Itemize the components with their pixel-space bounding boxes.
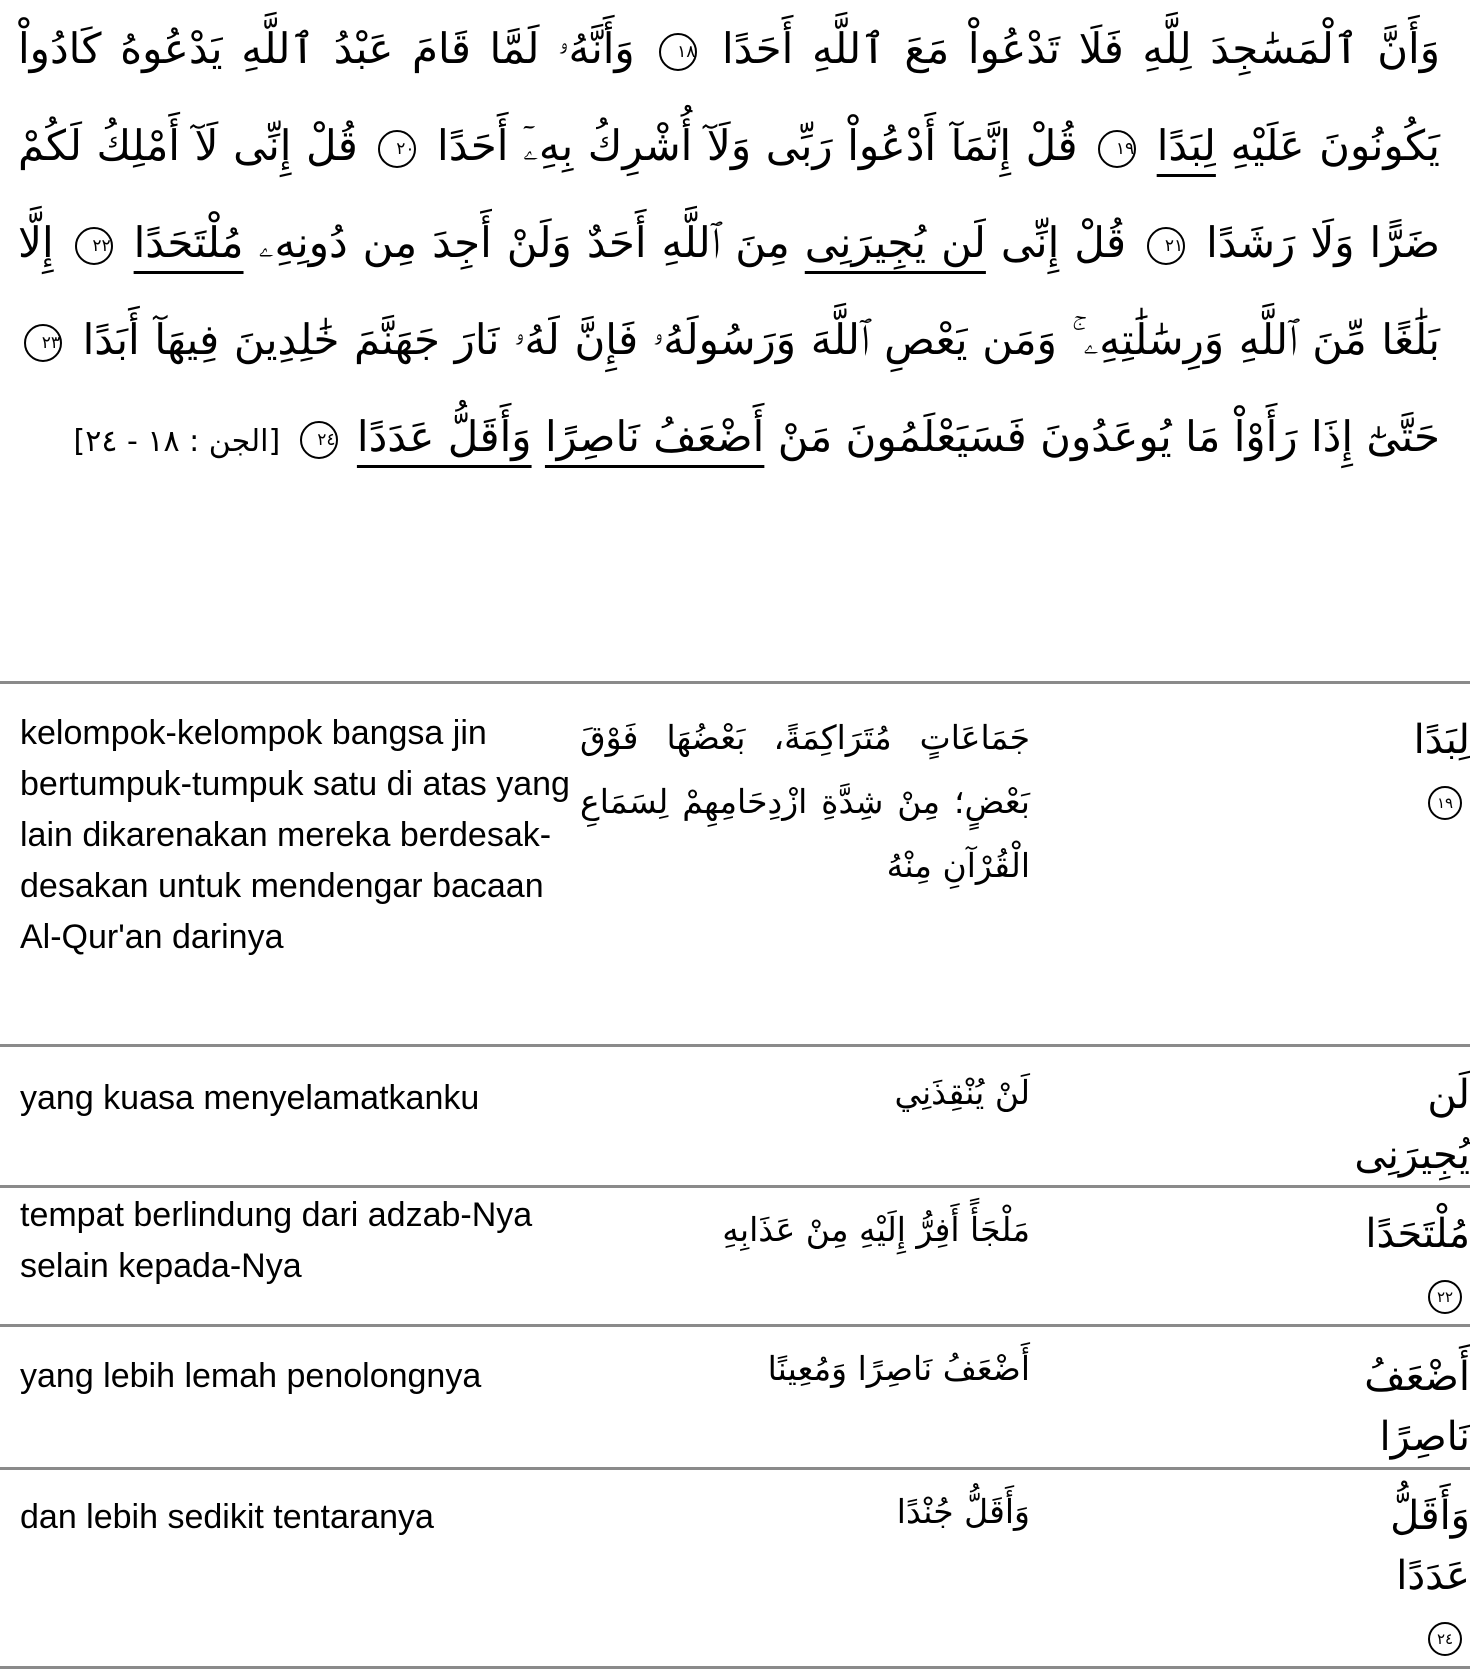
glossary-row bbox=[0, 1187, 1470, 1326]
glossary-word: أَضْعَفُ نَاصِرًا bbox=[1364, 1354, 1470, 1460]
ayah-marker-20: ٢٠ bbox=[378, 130, 416, 168]
ayah-marker-23: ٢٣ bbox=[24, 324, 62, 362]
underlined-word: أَضْعَفُ نَاصِرًا bbox=[544, 412, 765, 461]
underlined-word: لِبَدًا bbox=[1156, 121, 1216, 170]
glossary-word: وَأَقَلُّ عَدَدًا bbox=[1390, 1493, 1470, 1599]
arabic-explanation-cell: جَمَاعَاتٍ مُتَرَاكِمَةً، بَعْضُهَا فَوْقَ بَعْضٍ؛ مِنْ شِدَّةِ ازْدِحَامِهِمْ لِسَمَاعِ الْقُرْآنِ مِنْهُ bbox=[580, 683, 1470, 1046]
verse-text: وَأَنَّهُۥ لَمَّا قَامَ عَبْدُ ٱللَّهِ يَدْعُوهُ كَادُواْ يَكُونُونَ عَلَيْهِ bbox=[18, 24, 1440, 170]
underlined-word: وَأَقَلُّ عَدَدًا bbox=[356, 412, 532, 461]
ayah-marker-21: ٢١ bbox=[1147, 227, 1185, 265]
glossary-table bbox=[0, 681, 1470, 1669]
translation-cell: yang kuasa menyelamatkanku bbox=[0, 1046, 580, 1187]
arabic-explanation-cell: لَنْ يُنْقِذَنِي bbox=[580, 1046, 1470, 1187]
ayah-marker-24: ٢٤ bbox=[300, 421, 338, 459]
glossary-word: لِبَدًا bbox=[1413, 717, 1470, 763]
ayah-marker: ١٩ bbox=[1428, 786, 1462, 820]
translation-cell: tempat berlindung dari adzab-Nya selain kepada-Nya bbox=[0, 1187, 580, 1326]
verse-text: وَأَنَّ ٱلْمَسَٰجِدَ لِلَّهِ فَلَا تَدْعُواْ مَعَ ٱللَّهِ أَحَدًا bbox=[721, 24, 1440, 73]
arabic-explanation-cell: مَلْجَأً أَفِرُّ إِلَيْهِ مِنْ عَذَابِهِ bbox=[580, 1187, 1470, 1326]
ayah-marker-19: ١٩ bbox=[1098, 130, 1136, 168]
translation-cell: dan lebih sedikit tentaranya bbox=[0, 1469, 580, 1668]
glossary-row bbox=[0, 1046, 1470, 1187]
underlined-word: لَن يُجِيرَنِى bbox=[804, 218, 986, 267]
translation-cell: yang lebih lemah penolongnya bbox=[0, 1326, 580, 1469]
verse-text: حَتَّىٰٓ إِذَا رَأَوْاْ مَا يُوعَدُونَ فَسَيَعْلَمُونَ مَنْ bbox=[777, 412, 1440, 461]
ayah-marker: ٢٢ bbox=[1428, 1280, 1462, 1314]
glossary-word: لَن يُجِيرَنِى bbox=[1354, 1072, 1470, 1178]
verse-text: قُلْ إِنِّى bbox=[1000, 218, 1127, 267]
ayah-marker-22: ٢٢ bbox=[75, 227, 113, 265]
arabic-explanation-cell: وَأَقَلُّ جُنْدًا bbox=[580, 1469, 1470, 1668]
verse-text: إِلَّا بَلَٰغًا مِّنَ ٱللَّهِ وَرِسَٰلَٰتِهِۦ ۚ وَمَن يَعْصِ ٱللَّهَ وَرَسُولَهُۥ فَإِنَّ لَهُۥ نَارَ جَهَنَّمَ خَٰلِدِينَ فِيهَآ أَبَدًا bbox=[18, 218, 1440, 364]
glossary-row bbox=[0, 1326, 1470, 1469]
ayah-marker: ٢٤ bbox=[1428, 1622, 1462, 1656]
glossary-row bbox=[0, 1469, 1470, 1668]
verse-text: قُلْ إِنِّى لَآ أَمْلِكُ لَكُمْ ضَرًّا وَلَا رَشَدًا bbox=[18, 121, 1441, 267]
surah-reference: [الجن : ١٨ - ٢٤] bbox=[73, 424, 281, 459]
verse-text: قُلْ إِنَّمَآ أَدْعُواْ رَبِّى وَلَآ أُشْرِكُ بِهِۦٓ أَحَدًا bbox=[437, 121, 1078, 170]
arabic-explanation-cell: أَضْعَفُ نَاصِرًا وَمُعِينًا bbox=[580, 1326, 1470, 1469]
quran-passage bbox=[18, 0, 1440, 490]
verse-text: مِنَ ٱللَّهِ أَحَدٌ وَلَنْ أَجِدَ مِن دُونِهِۦ bbox=[258, 218, 790, 267]
glossary-row bbox=[0, 683, 1470, 1046]
underlined-word: مُلْتَحَدًا bbox=[133, 218, 244, 267]
ayah-marker-18: ١٨ bbox=[659, 33, 697, 71]
glossary-word: مُلْتَحَدًا bbox=[1365, 1211, 1470, 1257]
translation-cell: kelompok-kelompok bangsa jin bertumpuk-tumpuk satu di atas yang lain dikarenakan mereka berdesak-desakan untuk mendengar bacaan Al-Qur'an darinya bbox=[0, 683, 580, 1046]
